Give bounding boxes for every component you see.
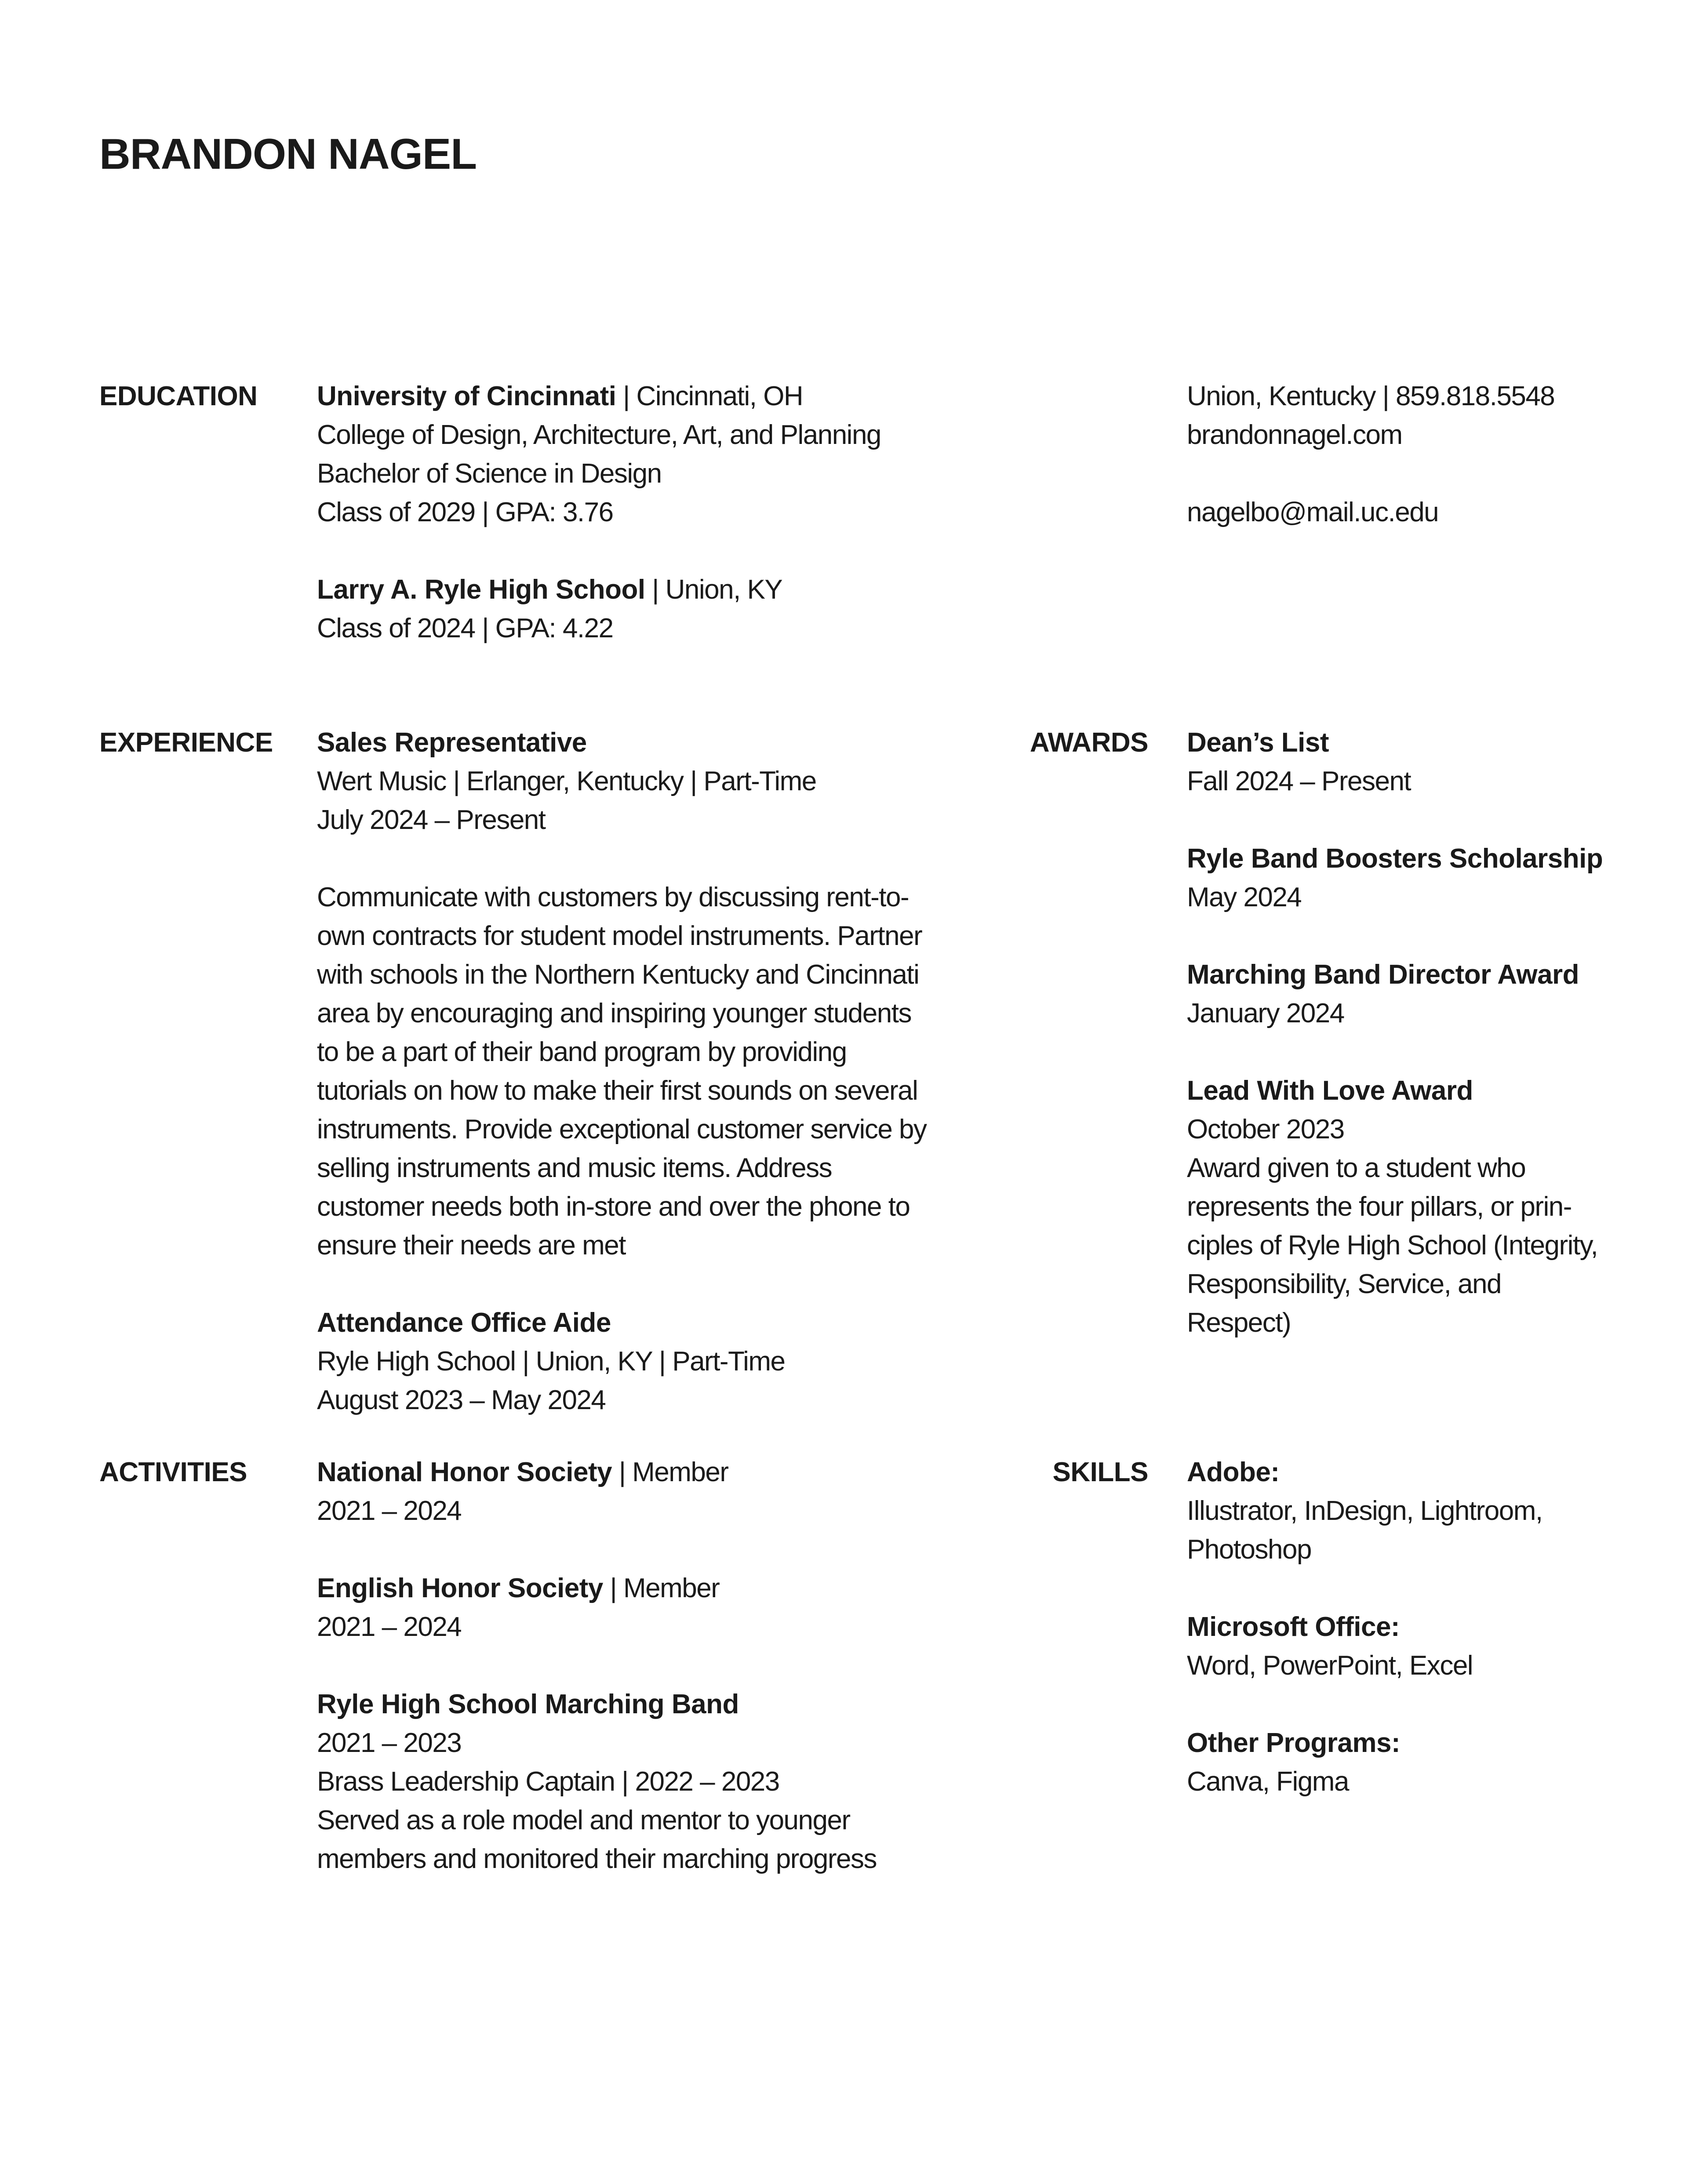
resume-name: BRANDON NAGEL bbox=[99, 130, 477, 178]
activity-title: National Honor Society bbox=[317, 1457, 612, 1487]
skill-entry bbox=[1187, 1608, 1600, 1685]
degree: Bachelor of Science in Design bbox=[317, 458, 662, 489]
contact-block bbox=[1187, 377, 1554, 532]
skill-category: Microsoft Office: bbox=[1187, 1612, 1400, 1642]
activity-title: English Honor Society bbox=[317, 1573, 603, 1603]
skill-items: Illustrator, InDesign, Lightroom, Photoshop bbox=[1187, 1496, 1542, 1565]
contact-email[interactable]: nagelbo@mail.uc.edu bbox=[1187, 497, 1439, 527]
award-title: Marching Band Director Award bbox=[1187, 959, 1579, 990]
award-entry bbox=[1187, 956, 1603, 1033]
job-dates: July 2024 – Present bbox=[317, 805, 546, 835]
school-location: | Union, KY bbox=[645, 574, 782, 605]
job-meta: Wert Music | Erlanger, Kentucky | Part-Time bbox=[317, 766, 816, 796]
award-title: Ryle Band Boosters Scholarship bbox=[1187, 843, 1603, 874]
skill-items: Canva, Figma bbox=[1187, 1766, 1349, 1797]
activities-heading: ACTIVITIES bbox=[99, 1457, 247, 1487]
skill-entry bbox=[1187, 1453, 1600, 1569]
activity-role: | Member bbox=[612, 1457, 728, 1487]
awards-heading: AWARDS bbox=[1030, 727, 1148, 758]
skill-category: Other Programs: bbox=[1187, 1728, 1401, 1758]
class-gpa: Class of 2024 | GPA: 4.22 bbox=[317, 613, 613, 643]
contact-location-phone: Union, Kentucky | 859.818.5548 bbox=[1187, 381, 1555, 411]
activity-dates: 2021 – 2024 bbox=[317, 1612, 462, 1642]
award-title: Lead With Love Award bbox=[1187, 1076, 1473, 1106]
school-name: University of Cincinnati bbox=[317, 381, 616, 411]
award-entry bbox=[1187, 1072, 1603, 1342]
education-entry bbox=[317, 571, 881, 648]
job-meta: Ryle High School | Union, KY | Part-Time bbox=[317, 1346, 785, 1377]
job-spacer bbox=[317, 839, 932, 878]
award-entry bbox=[1187, 839, 1603, 917]
award-date: Fall 2024 – Present bbox=[1187, 766, 1411, 796]
skill-entry bbox=[1187, 1724, 1600, 1801]
experience-entry bbox=[317, 1304, 932, 1420]
contact-spacer bbox=[1187, 454, 1554, 493]
experience-entry bbox=[317, 723, 932, 1265]
school-name: Larry A. Ryle High School bbox=[317, 574, 645, 605]
education-heading: EDUCATION bbox=[99, 381, 258, 411]
education-section bbox=[317, 377, 881, 648]
job-title: Sales Representative bbox=[317, 727, 587, 758]
activity-entry bbox=[317, 1453, 932, 1530]
skills-section bbox=[1187, 1453, 1600, 1801]
award-entry bbox=[1187, 723, 1603, 801]
experience-heading: EXPERIENCE bbox=[99, 727, 273, 758]
school-location: | Cincinnati, OH bbox=[616, 381, 803, 411]
skill-items: Word, PowerPoint, Excel bbox=[1187, 1650, 1473, 1681]
award-description: Award given to a student who represents the four pillars, or prin-ciples of Ryle High School (Integrity, Responsibility, Service, and Respect) bbox=[1187, 1153, 1598, 1338]
activity-entry bbox=[317, 1685, 932, 1879]
activity-dates: 2021 – 2023 bbox=[317, 1728, 462, 1758]
activity-extra: Brass Leadership Captain | 2022 – 2023 bbox=[317, 1766, 779, 1797]
activity-entry bbox=[317, 1569, 932, 1646]
education-entry bbox=[317, 377, 881, 532]
skills-heading: SKILLS bbox=[1052, 1457, 1148, 1487]
activity-description: Served as a role model and mentor to younger members and monitored their marching progress bbox=[317, 1805, 877, 1874]
award-title: Dean’s List bbox=[1187, 727, 1329, 758]
activities-section bbox=[317, 1453, 932, 1879]
contact-website[interactable]: brandonnagel.com bbox=[1187, 420, 1402, 450]
job-dates: August 2023 – May 2024 bbox=[317, 1385, 606, 1415]
job-description: Communicate with customers by discussing rent-to-own contracts for student model instruments. Partner with schools in the Northern Kentucky and Cincinnati area by encouraging and inspiring younger students to be a part of their band program by providing tutorials on how to make their first sounds on several instruments. Provide exceptional customer service by selling instruments and music items. Address customer needs both in-store and over the phone to ensure their needs are met bbox=[317, 882, 927, 1261]
activity-role: | Member bbox=[603, 1573, 720, 1603]
skill-category: Adobe: bbox=[1187, 1457, 1280, 1487]
awards-section bbox=[1187, 723, 1603, 1342]
award-date: May 2024 bbox=[1187, 882, 1302, 912]
activity-title: Ryle High School Marching Band bbox=[317, 1689, 739, 1719]
award-date: October 2023 bbox=[1187, 1114, 1344, 1145]
award-date: January 2024 bbox=[1187, 998, 1344, 1028]
class-gpa: Class of 2029 | GPA: 3.76 bbox=[317, 497, 613, 527]
college-name: College of Design, Architecture, Art, and Planning bbox=[317, 420, 881, 450]
activity-dates: 2021 – 2024 bbox=[317, 1496, 462, 1526]
job-title: Attendance Office Aide bbox=[317, 1308, 611, 1338]
experience-section bbox=[317, 723, 932, 1420]
